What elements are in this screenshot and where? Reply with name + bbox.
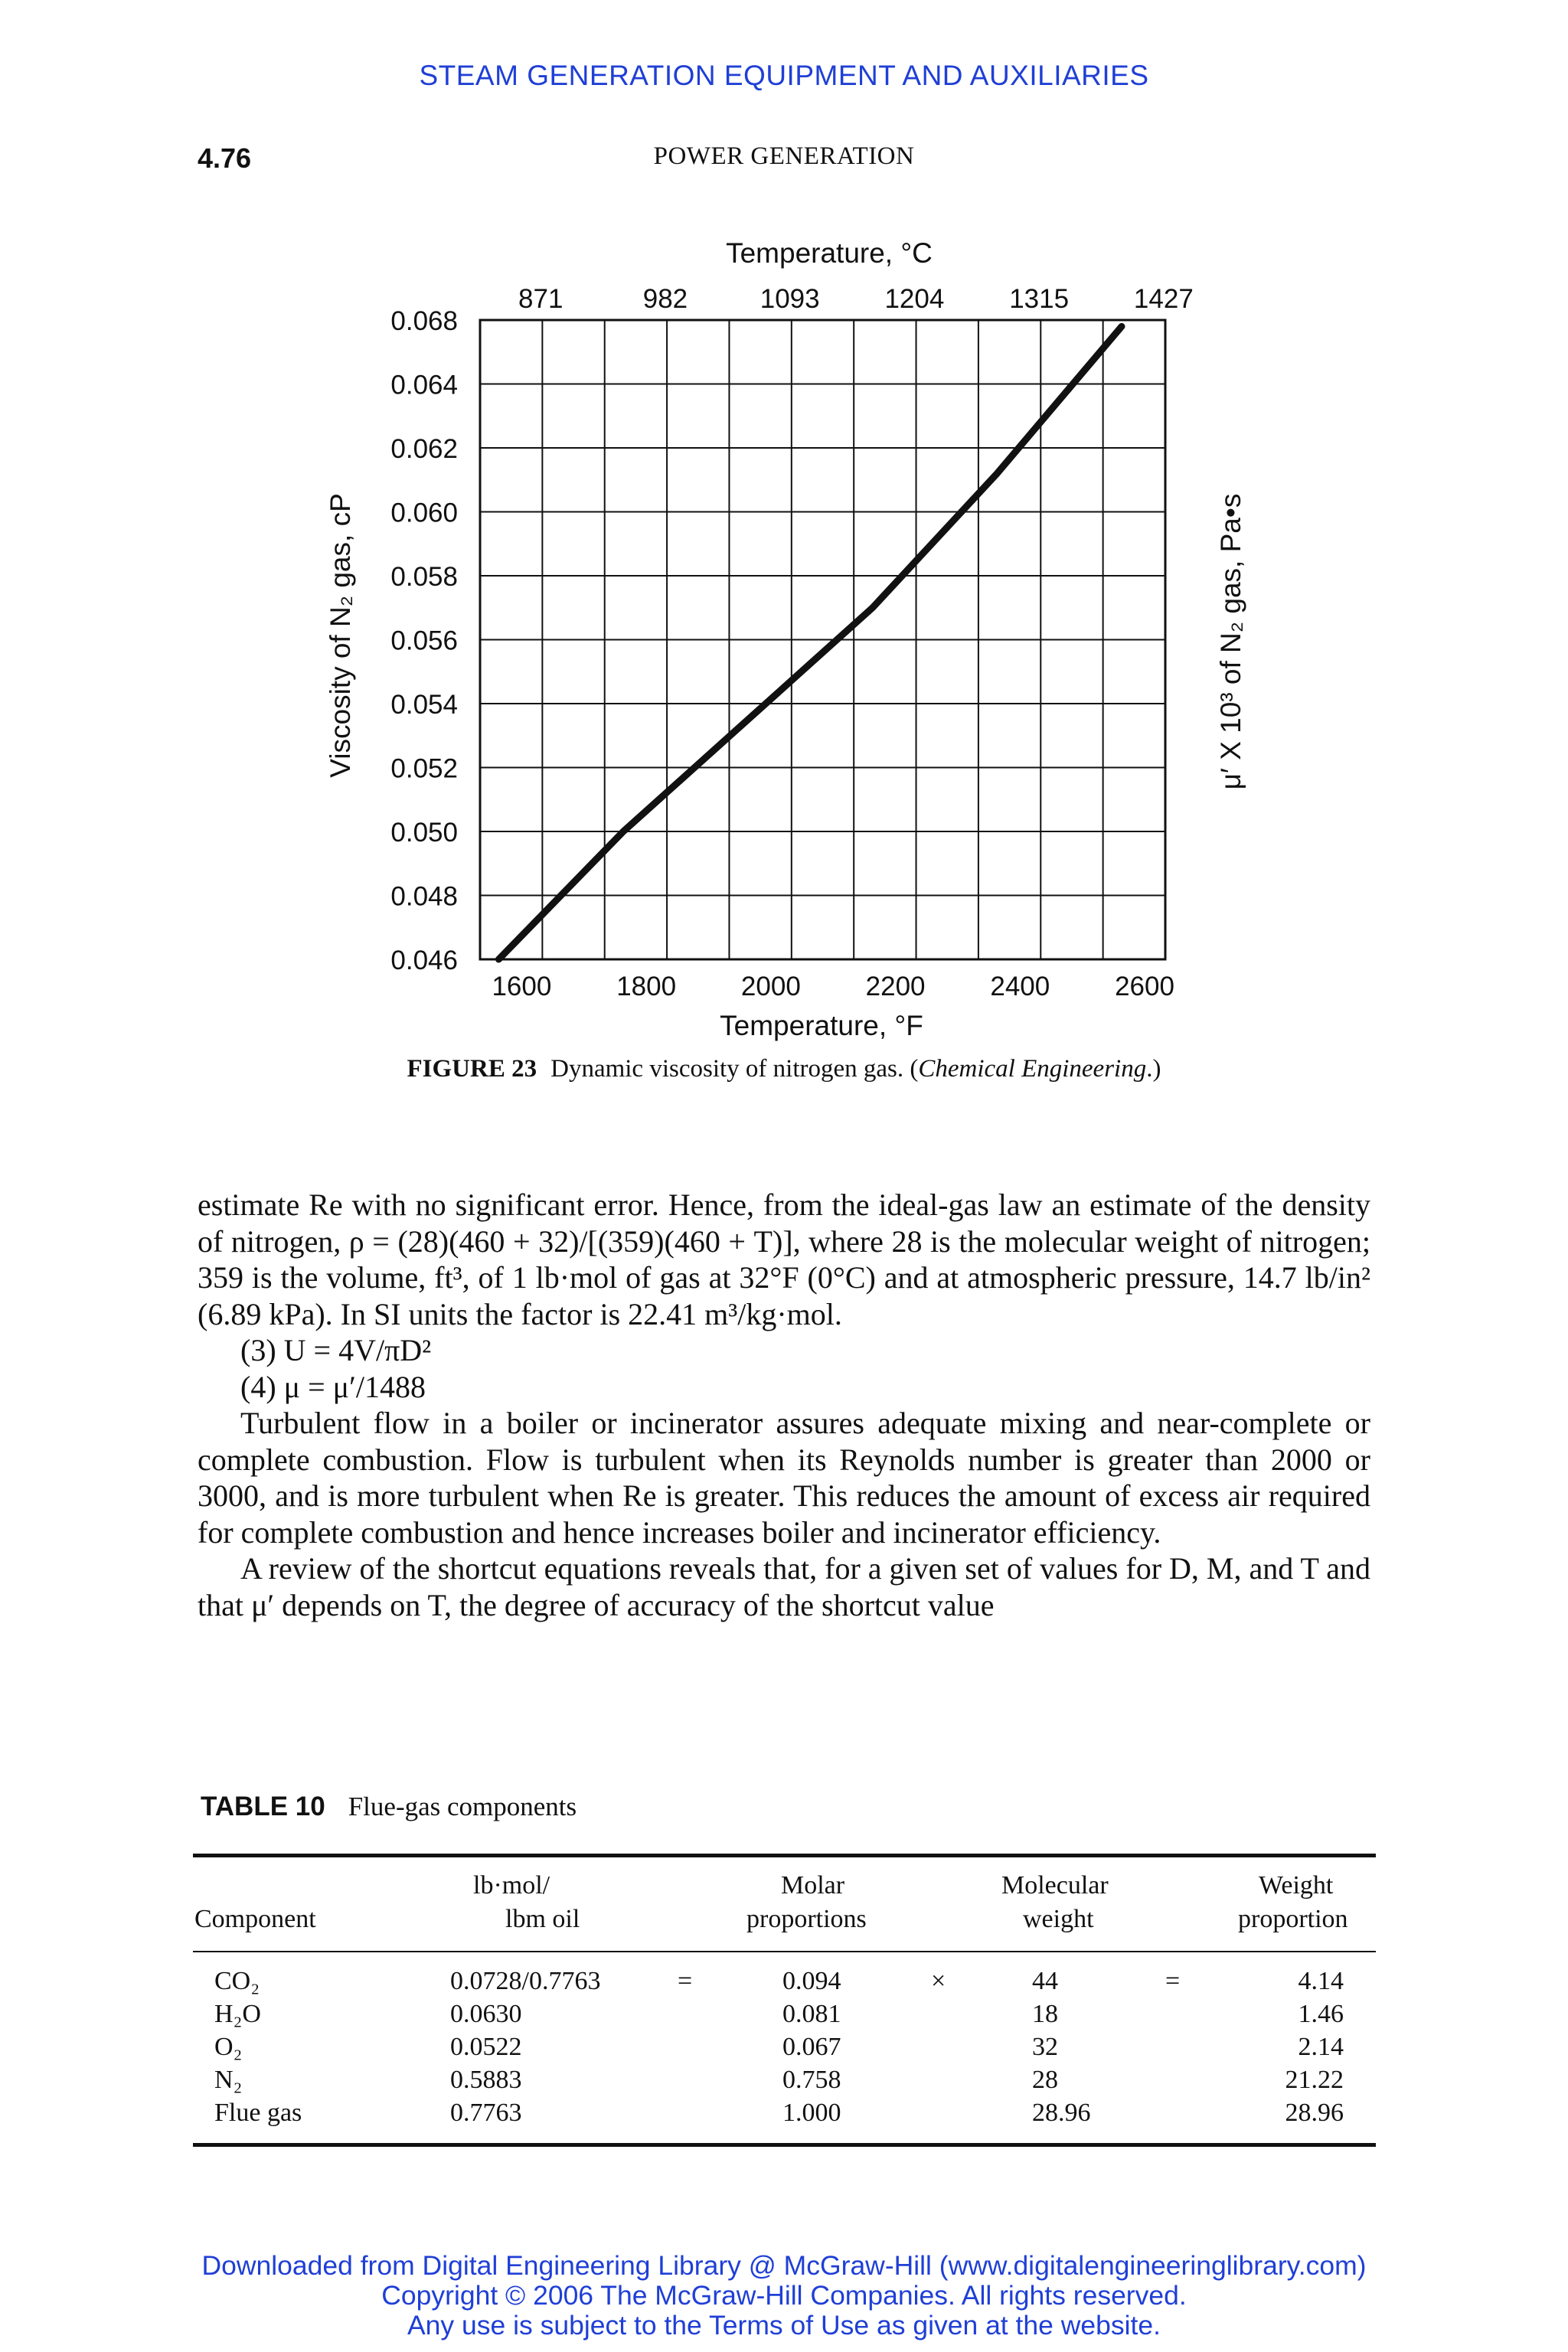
equation-4: (4) μ = μ′/1488 — [240, 1369, 426, 1404]
download-footer — [0, 2251, 1568, 2341]
cell-molecular-weight: 44 — [1032, 1967, 1058, 1995]
cell-molecular-weight: 28.96 — [1032, 2099, 1091, 2127]
chart-grid — [480, 320, 1165, 959]
equation-3: (3) U = 4V/πD² — [240, 1333, 432, 1367]
cell-lbmol: 0.0630 — [450, 2000, 522, 2028]
y-tick-label: 0.062 — [390, 434, 458, 464]
cell-weight: 28.96 — [1285, 2099, 1344, 2127]
paragraph-3: A review of the shortcut equations reveals that, for a given set of values for D, M, and T and that μ′ depends on T, the degree of accuracy of the shortcut value — [198, 1551, 1370, 1622]
x-tick-labels — [492, 972, 1174, 1001]
table-bottom-rule — [193, 2143, 1376, 2147]
figure-label: FIGURE 23 — [407, 1055, 537, 1083]
header-weight-2: proportion — [1238, 1905, 1348, 1933]
section-title: POWER GENERATION — [653, 142, 915, 170]
footer-line-2: Copyright © 2006 The McGraw-Hill Companies. All rights reserved. — [381, 2280, 1187, 2311]
header-lbmol-2: lbm oil — [505, 1905, 580, 1933]
cell-operator-times: × — [931, 1967, 946, 1995]
header-weight-1: Weight — [1259, 1871, 1334, 1900]
running-head: STEAM GENERATION EQUIPMENT AND AUXILIARIES — [419, 60, 1149, 91]
figure-caption-source: Chemical Engineering — [918, 1055, 1147, 1083]
cell-lbmol: 0.0522 — [450, 2033, 522, 2061]
series-line-viscosity — [498, 326, 1122, 959]
top-tick-label: 1315 — [1009, 284, 1070, 314]
x-tick-label: 2400 — [990, 972, 1050, 1001]
cell-component: N₂ — [214, 2066, 243, 2094]
figure-caption-text: Dynamic viscosity of nitrogen gas. ( — [550, 1055, 919, 1083]
y-tick-labels — [390, 306, 458, 975]
paragraph-1: estimate Re with no significant error. Hence, from the ideal-gas law an estimate of the density of nitrogen, ρ = (28)(460 + 32)/[(359)(460 + T)], where 28 is the molecular weight of nitrogen; 359 is the volume, ft³, of 1 lb·mol of gas at 32°F (0°C) and at atmospheric pressure, 14.7 lb/in² (6.89 kPa). In SI units the factor is 22.41 m³/kg·mol. — [198, 1187, 1370, 1331]
y-axis-label: Viscosity of N₂ gas, cP — [325, 493, 356, 778]
header-molar-1: Molar — [781, 1871, 845, 1900]
top-axis-label: Temperature, °C — [726, 237, 933, 269]
cell-weight: 1.46 — [1298, 2000, 1344, 2028]
table-title — [201, 1792, 577, 1822]
cell-molar: 0.081 — [782, 2000, 841, 2028]
table-header-rule — [193, 1951, 1376, 1952]
cell-component: Flue gas — [214, 2099, 302, 2127]
body-text — [198, 1187, 1370, 1623]
cell-molar: 0.758 — [782, 2066, 841, 2094]
footer-line-1: Downloaded from Digital Engineering Library @ McGraw-Hill (www.digitalengineeringlibrary.com) — [201, 2250, 1367, 2281]
header-lbmol-1: lb·mol/ — [473, 1871, 550, 1900]
table-top-rule — [193, 1854, 1376, 1857]
y-tick-label: 0.054 — [390, 690, 458, 720]
x-tick-label: 2000 — [740, 972, 801, 1001]
figure-caption — [0, 1055, 1568, 1083]
cell-molar: 0.094 — [782, 1967, 841, 1995]
viscosity-chart — [0, 0, 1568, 1072]
x-axis-label: Temperature, °F — [720, 1010, 923, 1041]
cell-weight: 4.14 — [1298, 1967, 1344, 1995]
cell-component: O₂ — [214, 2033, 243, 2061]
cell-lbmol: 0.0728/0.7763 — [450, 1967, 601, 1995]
x-tick-label: 2600 — [1115, 972, 1174, 1001]
table-title-text: Flue-gas components — [348, 1792, 577, 1821]
cell-operator-equals: = — [1165, 1967, 1181, 1995]
x-tick-label: 1800 — [616, 972, 677, 1001]
cell-molecular-weight: 28 — [1032, 2066, 1058, 2094]
figure-caption-end: .) — [1146, 1055, 1161, 1083]
cell-lbmol: 0.7763 — [450, 2099, 522, 2127]
top-tick-label: 982 — [642, 284, 688, 314]
top-tick-labels — [518, 284, 1194, 314]
y-tick-label: 0.060 — [390, 498, 458, 528]
cell-molecular-weight: 32 — [1032, 2033, 1058, 2061]
cell-molar: 1.000 — [782, 2099, 841, 2127]
top-tick-label: 871 — [518, 284, 564, 314]
top-tick-label: 1204 — [884, 284, 945, 314]
y-tick-label: 0.056 — [390, 626, 458, 656]
cell-component: H₂O — [214, 2000, 261, 2028]
cell-lbmol: 0.5883 — [450, 2066, 522, 2094]
cell-operator-equals: = — [678, 1967, 693, 1995]
y-tick-label: 0.048 — [390, 881, 458, 912]
page-number: 4.76 — [198, 142, 252, 174]
y-tick-label: 0.064 — [390, 370, 458, 400]
cell-weight: 2.14 — [1298, 2033, 1344, 2061]
header-molar-2: proportions — [746, 1905, 867, 1933]
y-tick-label: 0.058 — [390, 562, 458, 592]
x-tick-label: 2200 — [865, 972, 926, 1001]
top-tick-label: 1093 — [760, 284, 820, 314]
cell-molecular-weight: 18 — [1032, 2000, 1058, 2028]
top-tick-label: 1427 — [1133, 284, 1194, 314]
cell-weight: 21.22 — [1285, 2066, 1344, 2094]
header-molecular-1: Molecular — [1001, 1871, 1109, 1900]
y-tick-label: 0.050 — [390, 818, 458, 848]
cell-component: CO₂ — [214, 1967, 260, 1995]
table-label: TABLE 10 — [201, 1792, 325, 1821]
right-axis-label: μ′ X 10³ of N₂ gas, Pa•s — [1215, 493, 1246, 790]
header-molecular-2: weight — [1023, 1905, 1094, 1933]
y-tick-label: 0.068 — [390, 306, 458, 336]
x-tick-label: 1600 — [492, 972, 552, 1001]
cell-molar: 0.067 — [782, 2033, 841, 2061]
y-tick-label: 0.052 — [390, 753, 458, 784]
y-tick-label: 0.046 — [390, 946, 458, 975]
header-component: Component — [194, 1905, 316, 1933]
paragraph-2: Turbulent flow in a boiler or incinerator assures adequate mixing and near-complete or complete combustion. Flow is turbulent when its Reynolds number is greater than 2000 or 3000, and is more turbulent when Re is greater. This reduces the amount of excess air required for complete combustion and hence increases boiler and incinerator efficiency. — [198, 1406, 1370, 1550]
footer-line-3: Any use is subject to the Terms of Use as given at the website. — [407, 2310, 1161, 2341]
